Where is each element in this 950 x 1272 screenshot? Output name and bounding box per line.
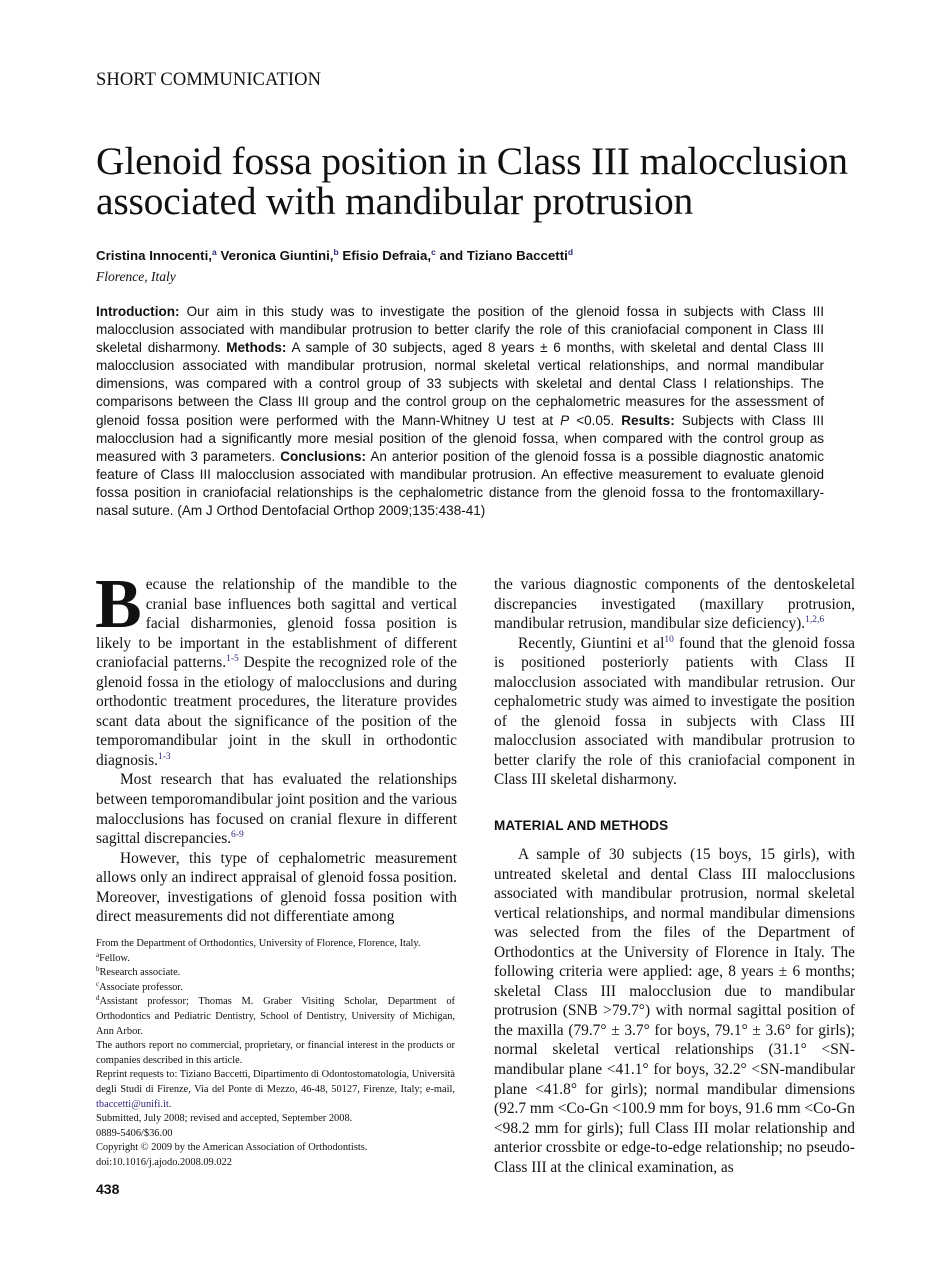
footnotes [96,937,455,1171]
affiliation-mark[interactable]: a [212,247,217,257]
paragraph-text: the various diagnostic components of the dentoskeletal discrepancies investigated (maxillary protrusion, mandibular retrusion, mandibular size deficiency). [494,576,855,633]
body-paragraph: A sample of 30 subjects (15 boys, 15 girls), with untreated skeletal and dental Class III malocclusions associated with mandibular protrusion, normal skeletal vertical relationships, and normal mandibular dimensions was selected from the files of the Department of Orthodontics at the University of Florence in Italy. The following criteria were applied: age, 8 years ± 6 months; skeletal Class III malocclusion due to mandibular protrusion (SNB >79.7°) with normal sagittal position of the maxilla (79.7° ± 3.7° for boys, 79.1° ± 3.6° for girls); normal skeletal vertical relationships (31.1° <SN-mandibular plane <41.1° for boys, 32.2° <SN-mandibular plane <41.8° for girls); normal mandibular dimensions (92.7 mm <Co-Gn <100.9 mm for boys, 91.6 mm <Co-Gn <98.2 mm for girls); full Class III molar relationship and anterior crossbite or edge-to-edge relationship; no pseudo-Class III at the clinical examination, as [494,846,855,1176]
author-list [96,248,573,263]
footnote-doi: doi:10.1016/j.ajodo.2008.09.022 [96,1156,232,1168]
footnote-issn: 0889-5406/$36.00 [96,1127,173,1139]
affiliation-text: Fellow. [99,952,130,964]
abstract-conclusions-text: An anterior position of the glenoid fossa is a possible diagnostic anatomic feature of Class III malocclusion associated with mandibular protrusion. An effective measurement to evaluate glenoid fossa position in craniofacial relationships is the cephalometric distance from the glenoid fossa to the frontomaxillary-nasal suture. (Am J Orthod Dentofacial Orthop 2009;135:438-41) [96,448,824,519]
drop-cap: B [95,566,142,643]
reference-link[interactable]: 10 [664,634,674,645]
abstract-methods-text: A sample of 30 subjects, aged 8 years ± 6 months, with skeletal and dental Class III malocclusion associated with mandibular protrusion, normal skeletal vertical relationships, and normal mandibular dimensions, was compared with a control group of 33 subjects with skeletal and dental Class I relationships. The comparisons between the Class III group and the control group on the cephalometric measures for the assessment of glenoid fossa position were performed with the Mann-Whitney U test at [96,340,824,428]
affiliation-mark: d [96,994,100,1003]
footnote-affiliation [96,995,455,1039]
reference-link[interactable]: 1-3 [158,751,171,762]
reprint-text: Reprint requests to: Tiziano Baccetti, Dipartimento di Odontostomatologia, Università degli Studi di Firenze, Via del Ponte di Mezzo, 46-48, 50127, Firenze, Italy; e-mail, [96,1069,455,1095]
body-paragraph: However, this type of cephalometric measurement allows only an indirect appraisal of glenoid fossa position. Moreover, investigations of glenoid fossa position with direct measurements did not differentiate among [96,849,457,926]
abstract-intro-label: Introduction: [96,304,180,319]
abstract-intro-text: Our aim in this study was to investigate the position of the glenoid fossa in subjects with Class III malocclusion associated with mandibular protrusion to better clarify the role of this craniofacial component in Class III skeletal disharmony. [96,304,824,356]
body-column-left [95,566,457,927]
reference-link[interactable]: 1,2,6 [805,615,825,626]
affiliation-mark[interactable]: b [333,247,339,257]
author-name: Cristina Innocenti, [96,248,212,263]
author-location: Florence, Italy [96,269,176,284]
paragraph-text: Recently, Giuntini et al [518,634,665,652]
body-paragraph [96,770,457,848]
abstract-results-text: Subjects with Class III malocclusion had a significantly more mesial position of the glenoid fossa, when compared with the control group as measured with 3 parameters. [96,412,824,464]
paragraph-text: ecause the relationship of the mandible to the cranial base influences both sagittal and vertical facial disharmonies, glenoid fossa position is likely to be important in the establishment of different craniofacial patterns. [96,576,457,672]
footnote-department: From the Department of Orthodontics, University of Florence, Florence, Italy. [96,938,421,949]
abstract-results-label: Results: [621,412,675,428]
paragraph-text: Most research that has evaluated the relationships between temporomandibular joint position and the various malocclusions has focused on cranial flexure in different sagittal discrepancies. [96,771,457,848]
article-title: Glenoid fossa position in Class III malocclusion associated with mandibular protrusion [96,139,848,223]
section-label: SHORT COMMUNICATION [96,70,322,90]
reference-link[interactable]: 6-9 [231,830,244,841]
author-name: Veronica Giuntini, [220,248,334,263]
paragraph-text: Despite the recognized role of the glenoid fossa in the etiology of malocclusions and during orthodontic treatment procedures, the literature provides scant data about the significance of the position of the temporomandibular joint in the skull in orthodontic diagnosis. [96,654,457,769]
body-column-right [494,575,855,1177]
author-name: and Tiziano Baccetti [439,248,568,263]
abstract-methods-text: <0.05. [569,412,622,428]
affiliation-mark[interactable]: d [567,247,574,257]
footnote-affiliation [96,952,455,967]
abstract-methods-label: Methods: [226,340,287,356]
affiliation-text: Associate professor. [99,981,183,993]
affiliation-mark: a [96,950,100,959]
affiliation-mark: c [96,979,100,988]
abstract-conclusions-label: Conclusions: [280,448,367,464]
abstract [96,303,824,520]
reference-link[interactable]: 1-5 [226,654,239,665]
affiliation-text: Assistant professor; Thomas M. Graber Visiting Scholar, Department of Orthodontics and Pediatric Dentistry, School of Dentistry, University of Michigan, Ann Arbor. [96,996,455,1037]
affiliation-text: Research associate. [99,967,181,979]
footnote-affiliation [96,966,455,981]
reprint-text: . [168,1098,172,1110]
affiliation-mark: b [96,965,100,974]
abstract-p-symbol: P [560,412,570,428]
paragraph-text: found that the glenoid fossa is positioned posteriorly patients with Class II malocclusion associated with mandibular retrusion. Our cephalometric study was aimed to investigate the position of the glenoid fossa in subjects with Class III malocclusion associated with mandibular protrusion to better clarify the role of this craniofacial component in Class III skeletal disharmony. [494,634,855,789]
footnote-affiliation [96,981,455,996]
page-number: 438 [96,1181,120,1197]
affiliation-mark[interactable]: c [431,247,436,257]
email-link[interactable]: tbaccetti@unifi.it [96,1098,169,1110]
body-paragraph [95,566,457,770]
footnote-copyright: Copyright © 2009 by the American Association of Orthodontists. [96,1142,368,1154]
footnote-reprint [96,1068,455,1112]
footnote-disclosure: The authors report no commercial, proprietary, or financial interest in the products or companies described in this article. [96,1040,455,1066]
body-paragraph [494,575,855,634]
footnote-submitted: Submitted, July 2008; revised and accepted, September 2008. [96,1113,353,1125]
section-heading-methods: MATERIAL AND METHODS [494,818,669,834]
body-paragraph [494,634,855,790]
author-name: Efisio Defraia, [342,248,432,263]
